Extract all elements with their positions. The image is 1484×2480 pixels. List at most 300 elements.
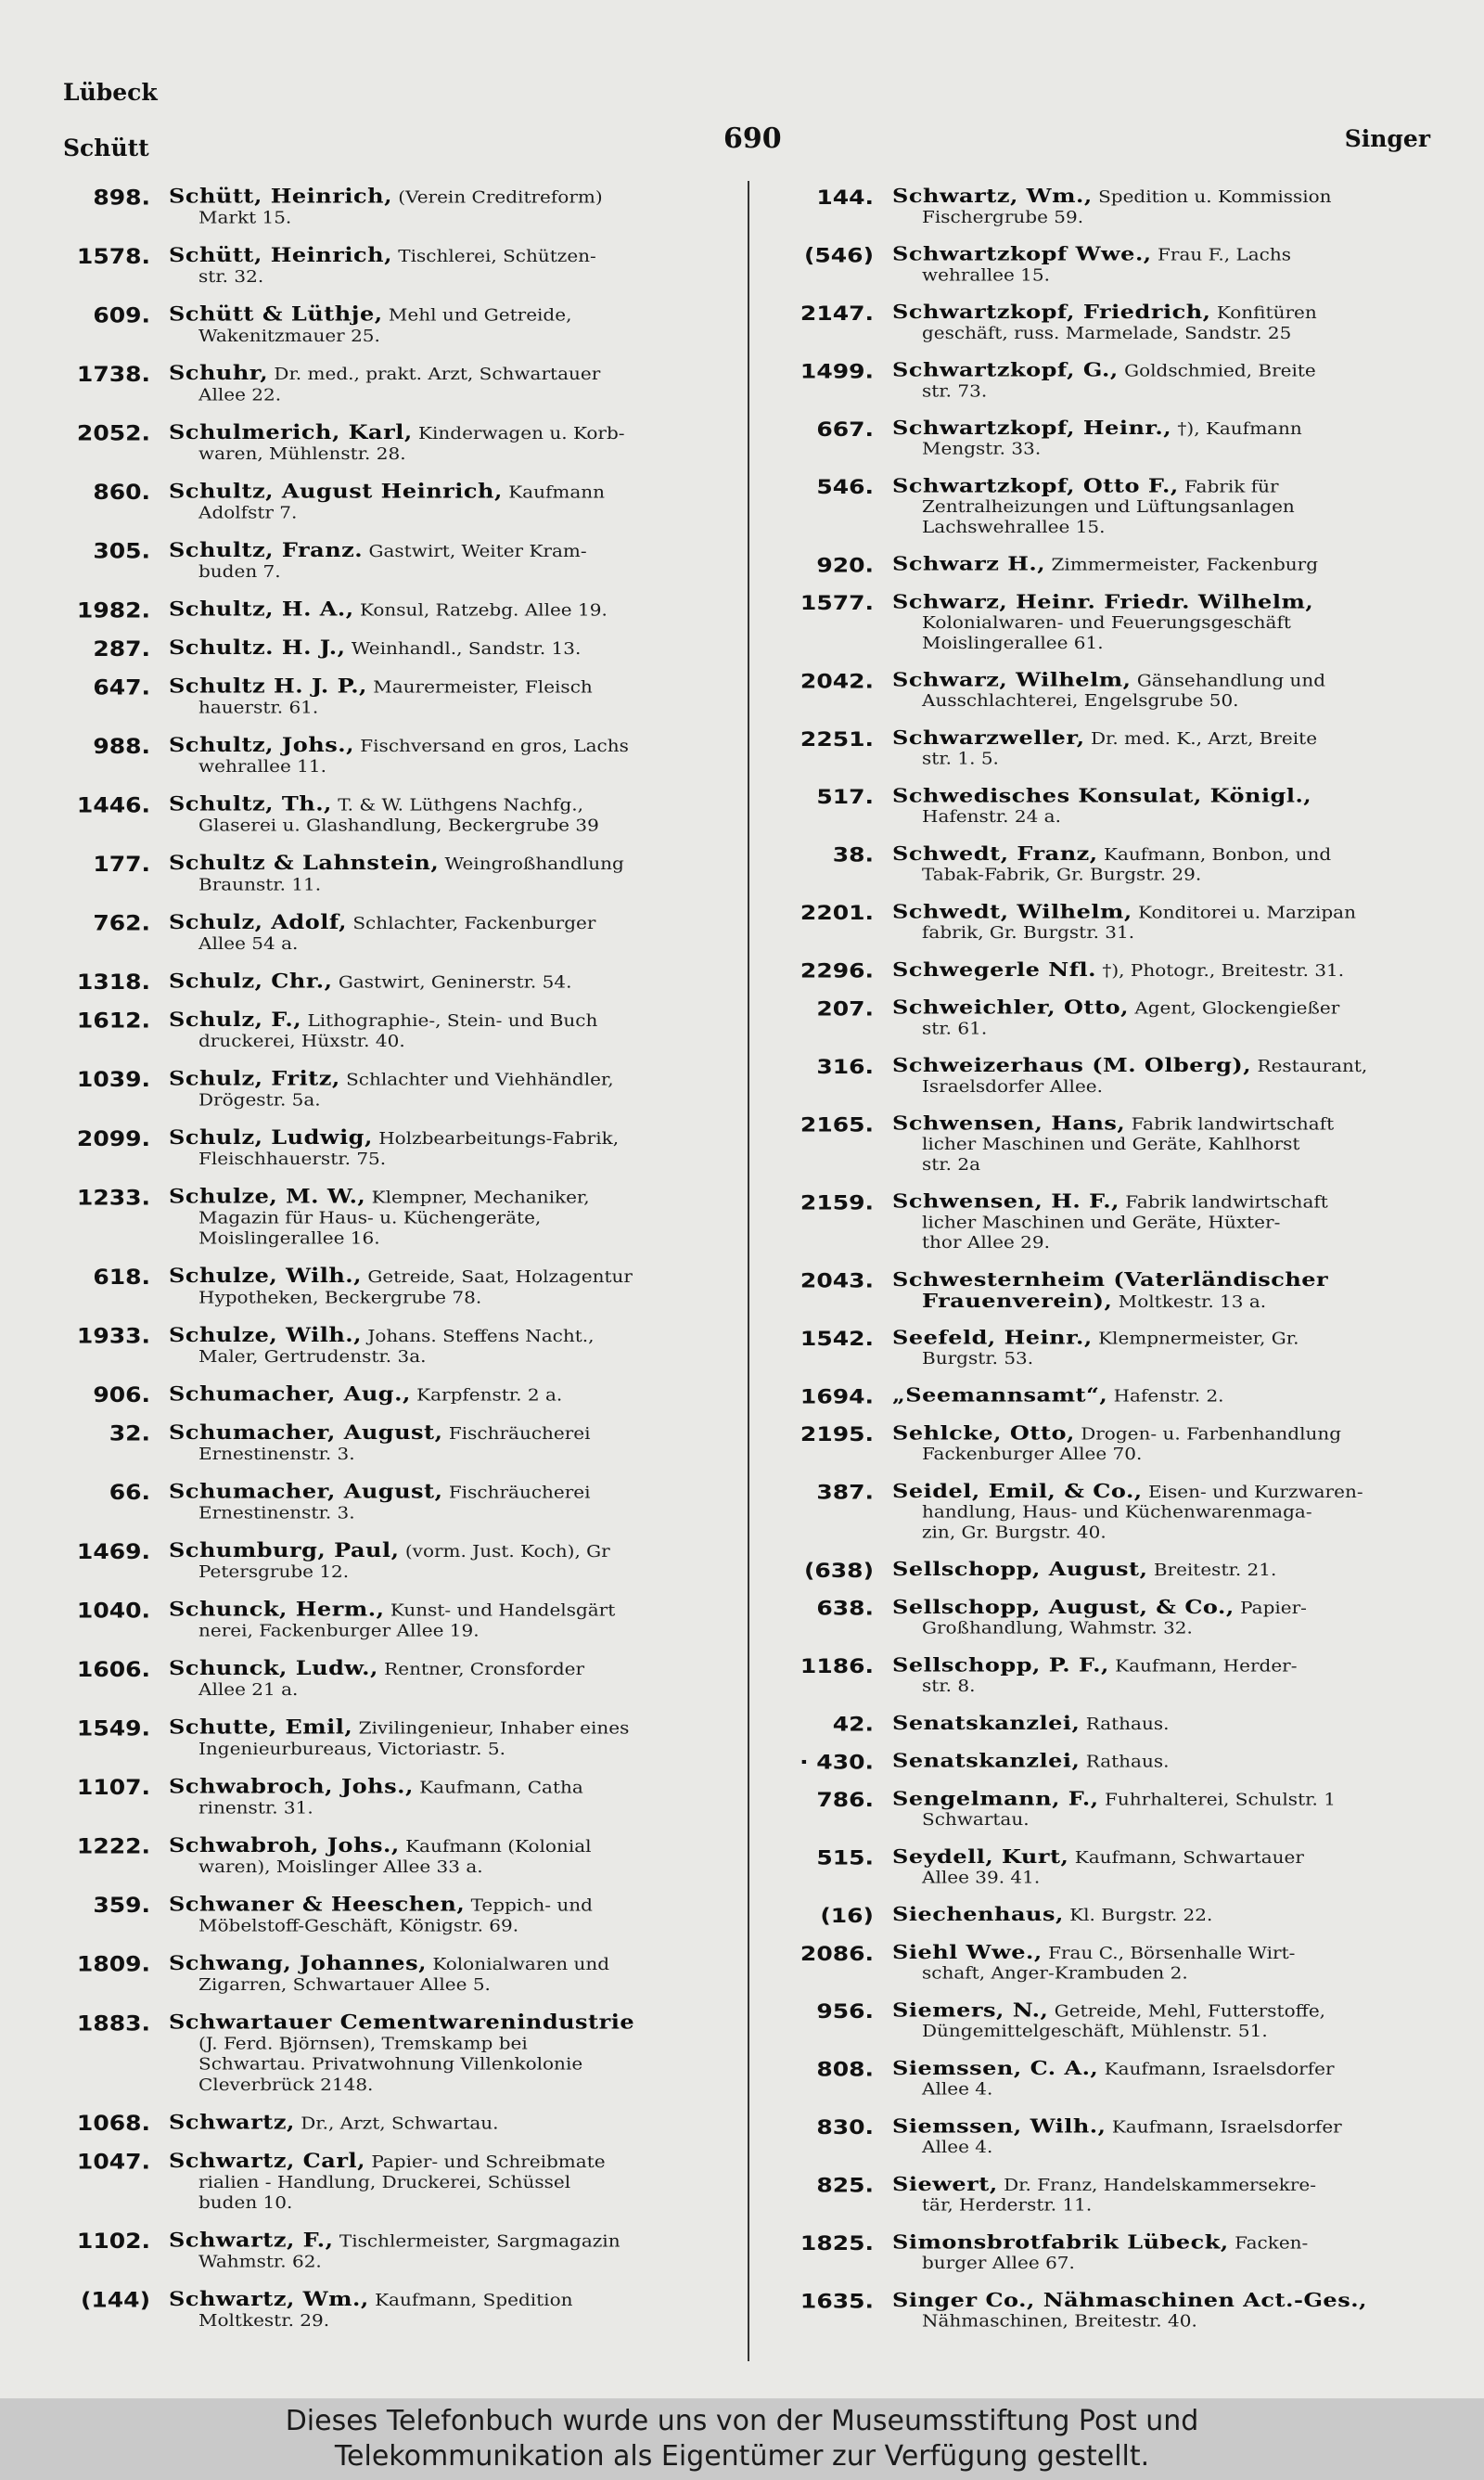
entry-name: Seydell, Kurt,: [892, 1845, 1069, 1868]
phone-number: 2165.: [800, 1112, 874, 1137]
entry-details: Gastwirt, Weiter Kram-: [368, 541, 587, 561]
entry-details: Rentner, Cronsforder: [384, 1659, 585, 1679]
entry-name: Siewert,: [892, 2173, 998, 2196]
footer-notice: [0, 2398, 1484, 2480]
entry-address: Hafenstr. 24 a.: [922, 806, 1061, 827]
entry-address: thor Allee 29.: [922, 1232, 1050, 1253]
entry-name: Schunck, Ludw.,: [169, 1657, 378, 1680]
phone-number: 808.: [816, 2057, 874, 2081]
entry-details: Papier-: [1240, 1598, 1307, 1618]
entry-address: str. 2a: [922, 1154, 981, 1175]
entry-name: Schulz, F.,: [169, 1009, 302, 1032]
entry-details: Kaufmann, Spedition: [375, 2290, 573, 2310]
entry-details: Frau F., Lachs: [1158, 245, 1291, 265]
entry-text: [892, 843, 1447, 885]
entry-address: Allee 39. 41.: [922, 1867, 1041, 1887]
entry-details: Konsul, Ratzebg. Allee 19.: [359, 599, 608, 620]
entry-text: [169, 1481, 728, 1523]
entry-text: [169, 1539, 728, 1582]
footer-line-1: Dieses Telefonbuch wurde uns von der Museumsstiftung Post und: [285, 2405, 1199, 2437]
entry-details: Schlachter und Viehhändler,: [346, 1069, 614, 1089]
entry-details: Kolonialwaren und: [432, 1954, 610, 1974]
entry-name: Schunck, Herm.,: [169, 1599, 385, 1621]
entry-name: Schwedisches Konsulat, Königl.,: [892, 785, 1312, 807]
phone-number: 177.: [93, 852, 150, 877]
entry-details: Kaufmann, Israelsdorfer: [1111, 2116, 1342, 2137]
entry-address: Großhandlung, Wahmstr. 32.: [922, 1618, 1193, 1638]
entry-details: Tischlermeister, Sargmagazin: [339, 2230, 620, 2251]
entry-text: [892, 1055, 1447, 1097]
entry-details: Frau C., Börsenhalle Wirt-: [1048, 1943, 1296, 1963]
phone-number: 1883.: [76, 2011, 150, 2036]
entry-details: Lithographie-, Stein- und Buch: [307, 1010, 598, 1031]
phone-number: 515.: [816, 1845, 874, 1870]
entry-text: [892, 1385, 1447, 1407]
entry-text: [169, 1383, 728, 1406]
phone-number: 609.: [93, 303, 150, 328]
entry-address: hauerstr. 61.: [198, 697, 319, 718]
page-number: 690: [723, 122, 782, 155]
entry-address: str. 73.: [922, 380, 988, 401]
entry-name: Schwarz, Wilhelm,: [892, 669, 1132, 691]
phone-number: 1933.: [76, 1324, 150, 1348]
entry-details: Rathaus.: [1085, 1714, 1170, 1734]
phone-number: 1318.: [76, 970, 150, 995]
entry-text: [892, 2290, 1447, 2332]
entry-details: Johans. Steffens Nacht.,: [367, 1326, 595, 1346]
entry-name: Simonsbrotfabrik Lübeck,: [892, 2231, 1229, 2254]
entry-address: rinenstr. 31.: [198, 1797, 313, 1818]
entry-name: Schütt, Heinrich,: [169, 244, 392, 267]
entry-address: Ernestinenstr. 3.: [198, 1502, 355, 1523]
entry-name: Schwartz,: [169, 2111, 295, 2134]
entry-name: Schwabroh, Johs.,: [169, 1834, 400, 1857]
phone-number: · 430.: [800, 1750, 874, 1774]
entry-address: geschäft, russ. Marmelade, Sandstr. 25: [922, 323, 1292, 343]
entry-name: Singer Co., Nähmaschinen Act.-Ges.,: [892, 2289, 1367, 2311]
phone-number: 1549.: [76, 1716, 150, 1741]
entry-address: Allee 4.: [922, 2137, 993, 2157]
entry-text: [892, 2174, 1447, 2216]
entry-details: Dr. Franz, Handelskammersekre-: [1004, 2175, 1316, 2195]
phone-number: 2042.: [800, 669, 874, 693]
entry-address: [892, 1291, 1447, 1312]
entry-name: Siemssen, Wilh.,: [892, 2115, 1107, 2138]
entry-details: Facken-: [1235, 2232, 1309, 2253]
entry-name: Siemssen, C. A.,: [892, 2057, 1099, 2080]
entry-text: [169, 2011, 728, 2095]
entry-text: [892, 1112, 1447, 1175]
entry-details: Gastwirt, Geninerstr. 54.: [338, 971, 572, 992]
entry-address: str. 61.: [922, 1018, 988, 1038]
entry-details: †), Photogr., Breitestr. 31.: [1102, 960, 1345, 981]
entry-details: †), Kaufmann: [1177, 418, 1302, 439]
entry-text: [892, 901, 1447, 943]
entry-text: [169, 303, 728, 346]
entry-details: Fabrik landwirtschaft: [1125, 1192, 1328, 1213]
phone-number: 42.: [832, 1712, 874, 1736]
entry-name: Schwedt, Wilhelm,: [892, 901, 1132, 923]
entry-name: Schwaner & Heeschen,: [169, 1893, 466, 1916]
entry-name: Schultz, Franz.: [169, 539, 364, 562]
entry-details: Agent, Glockengießer: [1134, 998, 1340, 1018]
entry-text: [169, 970, 728, 993]
entry-address: wehrallee 15.: [922, 264, 1050, 285]
entry-details: Schlachter, Fackenburger: [352, 913, 596, 933]
entry-text: [892, 1190, 1447, 1253]
phone-number: 1542.: [800, 1327, 874, 1351]
entry-address: burger Allee 67.: [922, 2253, 1075, 2273]
entry-name: Schwartz, Carl,: [169, 2150, 365, 2173]
entry-address: schaft, Anger-Krambuden 2.: [922, 1963, 1188, 1984]
entry-name: Sellschopp, August, & Co.,: [892, 1596, 1235, 1619]
entry-details: Kl. Burgstr. 22.: [1069, 1905, 1213, 1925]
entry-details: Holzbearbeitungs-Fabrik,: [378, 1128, 620, 1149]
entry-name: Sehlcke, Otto,: [892, 1422, 1075, 1445]
entry-address: nerei, Fackenburger Allee 19.: [198, 1620, 480, 1641]
entry-address: waren), Moislinger Allee 33 a.: [198, 1857, 483, 1877]
entry-name: Schwedt, Franz,: [892, 842, 1098, 866]
phone-number: 988.: [93, 734, 150, 759]
entry-details: Kaufmann (Kolonial: [405, 1836, 592, 1857]
phone-number: 1186.: [800, 1654, 874, 1678]
entry-address: waren, Mühlenstr. 28.: [198, 443, 406, 464]
phone-number: (546): [803, 243, 874, 267]
phone-number: 517.: [816, 785, 874, 809]
entry-text: [892, 591, 1447, 653]
entry-details: Zivilingenieur, Inhaber eines: [358, 1717, 630, 1739]
entry-name: Schwartzkopf, Otto F.,: [892, 475, 1179, 497]
entry-details: T. & W. Lüthgens Nachfg.,: [338, 794, 583, 816]
entry-details: Dr. med. K., Arzt, Breite: [1090, 728, 1318, 749]
phone-number: 2201.: [800, 901, 874, 925]
entry-name: Schulze, Wilh.,: [169, 1324, 362, 1347]
entry-address: wehrallee 11.: [198, 756, 326, 777]
entry-details: Klempnermeister, Gr.: [1098, 1328, 1299, 1348]
entry-details: Kaufmann, Catha: [419, 1777, 583, 1797]
entry-address: Magazin für Haus- u. Küchengeräte,: [198, 1207, 542, 1228]
entry-name: Schwabroch, Johs.,: [169, 1775, 414, 1798]
entry-name: Schwarz, Heinr. Friedr. Wilhelm,: [892, 591, 1314, 613]
entry-name: Schwensen, H. F.,: [892, 1190, 1119, 1213]
entry-name: Schultz, Johs.,: [169, 734, 354, 757]
phone-number: 2052.: [76, 421, 150, 445]
phone-number: (638): [803, 1558, 874, 1583]
entry-name: Schwensen, Hans,: [892, 1112, 1126, 1135]
entry-text: [892, 2115, 1447, 2157]
entry-details: Klempner, Mechaniker,: [371, 1187, 590, 1207]
entry-text: [892, 959, 1447, 981]
phone-number: 1809.: [76, 1952, 150, 1977]
entry-name: Schultz, H. A.,: [169, 598, 354, 621]
entry-text: [892, 1788, 1447, 1830]
entry-address: Zigarren, Schwartauer Allee 5.: [198, 1974, 491, 1995]
entry-text: [169, 636, 728, 659]
entry-details: Kaufmann, Bonbon, und: [1104, 844, 1332, 865]
entry-details: Karpfenstr. 2 a.: [416, 1384, 563, 1405]
entry-text: [892, 2058, 1447, 2100]
entry-address: Schwartau.: [922, 1809, 1030, 1830]
entry-text: [892, 669, 1447, 711]
phone-number: 762.: [93, 911, 150, 935]
entry-address: druckerei, Hüxstr. 40.: [198, 1031, 405, 1051]
entry-details: Kaufmann: [508, 482, 606, 502]
entry-address: Allee 4.: [922, 2079, 993, 2099]
phone-number: 32.: [109, 1421, 150, 1446]
entry-text: [892, 785, 1447, 827]
entry-address: str. 32.: [198, 266, 264, 287]
phone-number: 618.: [93, 1265, 150, 1290]
entry-text: [169, 1266, 728, 1308]
entry-text: [169, 911, 728, 954]
entry-address: Fleischhauerstr. 75.: [198, 1149, 387, 1169]
entry-name: Siehl Wwe.,: [892, 1941, 1043, 1964]
phone-number: 898.: [93, 186, 150, 210]
entry-address: Wahmstr. 62.: [198, 2251, 322, 2271]
entry-text: [169, 675, 728, 718]
entry-text: [892, 1713, 1447, 1734]
phone-number: 647.: [93, 675, 150, 700]
entry-details: Fabrik landwirtschaft: [1131, 1114, 1335, 1134]
entry-name: Schwegerle Nfl.: [892, 958, 1096, 982]
entry-text: [169, 363, 728, 405]
phone-number: 2099.: [76, 1126, 150, 1151]
entry-text: [169, 1599, 728, 1641]
entry-name: Schwartzkopf Wwe.,: [892, 243, 1152, 265]
entry-text: [169, 598, 728, 621]
phone-number: 1694.: [800, 1384, 874, 1408]
entry-details: Teppich- und: [470, 1895, 593, 1915]
entry-text: [892, 186, 1447, 227]
phone-number: 920.: [816, 553, 874, 577]
entry-text: [169, 1658, 728, 1701]
entry-name: Schulmerich, Karl,: [169, 421, 413, 444]
entry-name: Schutte, Emil,: [169, 1716, 353, 1739]
phone-number: 2251.: [800, 726, 874, 751]
entry-address: Allee 21 a.: [198, 1679, 299, 1700]
entry-name: Schütt & Lüthje,: [169, 303, 383, 326]
entry-text: [892, 1654, 1447, 1696]
entry-address: fabrik, Gr. Burgstr. 31.: [922, 922, 1135, 943]
entry-details: Breitestr. 21.: [1153, 1560, 1277, 1580]
phone-number: 387.: [816, 1480, 874, 1504]
entry-name: Schulze, Wilh.,: [169, 1265, 362, 1288]
entry-text: [169, 421, 728, 464]
phone-number: 830.: [816, 2115, 874, 2139]
phone-number: 359.: [93, 1893, 150, 1918]
entry-details: Weinhandl., Sandstr. 13.: [351, 638, 582, 659]
entry-name: „Seemannsamt“,: [892, 1384, 1108, 1407]
entry-details: Fischversand en gros, Lachs: [360, 736, 629, 756]
entry-name: Schwartz, Wm.,: [169, 2288, 369, 2311]
phone-number: 1040.: [76, 1599, 150, 1623]
phone-number: 2043.: [800, 1268, 874, 1292]
entry-text: [169, 2112, 728, 2134]
phone-number: 1738.: [76, 362, 150, 387]
phone-number: 1039.: [76, 1067, 150, 1092]
column-divider: [748, 181, 749, 2361]
entry-address: Petersgrube 12.: [198, 1561, 350, 1582]
entry-text: [169, 2150, 728, 2213]
entry-details: Zimmermeister, Fackenburg: [1051, 555, 1319, 574]
entry-text: [169, 2288, 728, 2331]
entry-address: handlung, Haus- und Küchenwarenmaga-: [922, 1502, 1312, 1522]
entry-text: [892, 1422, 1447, 1464]
entry-name: Schumacher, August,: [169, 1480, 443, 1503]
entry-details: Hafenstr. 2.: [1113, 1386, 1224, 1407]
entry-address: Glaserei u. Glashandlung, Beckergrube 39: [198, 815, 599, 836]
footer-line-2: Telekommunikation als Eigentümer zur Verfügung gestellt.: [334, 2440, 1150, 2473]
entry-address: zin, Gr. Burgstr. 40.: [922, 1522, 1107, 1542]
entry-details: Drogen- u. Farbenhandlung: [1081, 1424, 1342, 1444]
entry-text: [892, 1942, 1447, 1984]
phone-number: 316.: [816, 1054, 874, 1079]
entry-name: Schultz & Lahnstein,: [169, 852, 440, 875]
entry-address: licher Maschinen und Geräte, Kahlhorst: [922, 1134, 1300, 1154]
phone-number: 1446.: [76, 793, 150, 817]
entry-name: Schuhr,: [169, 362, 269, 385]
entry-name: Schwesternheim (Vaterländischer: [892, 1268, 1329, 1291]
entry-address: Israelsdorfer Allee.: [922, 1076, 1103, 1097]
entry-name: Schultz. H. J.,: [169, 636, 346, 660]
entry-text: [892, 1904, 1447, 1925]
header-last-entry: Singer: [1344, 125, 1430, 152]
entry-address: Maler, Gertrudenstr. 3a.: [198, 1346, 427, 1367]
entry-address: Moislingerallee 16.: [198, 1227, 380, 1249]
entry-name: Sellschopp, P. F.,: [892, 1654, 1109, 1677]
phone-number: 1107.: [76, 1775, 150, 1800]
entry-address: Mengstr. 33.: [922, 439, 1042, 459]
entry-address-rest: Moltkestr. 13 a.: [1118, 1291, 1267, 1312]
entry-details: Weingroßhandlung: [444, 854, 624, 874]
phone-number: 144.: [816, 186, 874, 210]
entry-text: [169, 1009, 728, 1051]
entry-name: Siechenhaus,: [892, 1904, 1064, 1926]
entry-address: Hypotheken, Beckergrube 78.: [198, 1287, 482, 1307]
phone-number: 1578.: [76, 244, 150, 269]
entry-text: [892, 1750, 1447, 1771]
entry-details: Getreide, Saat, Holzagentur: [367, 1266, 633, 1287]
entry-details: Restaurant,: [1257, 1056, 1368, 1076]
entry-name: Seefeld, Heinr.,: [892, 1327, 1093, 1349]
entry-text: [892, 1597, 1447, 1638]
entry-name: Schweizerhaus (M. Olberg),: [892, 1054, 1252, 1077]
entry-address: str. 1. 5.: [922, 749, 999, 769]
phone-number: 1635.: [800, 2289, 874, 2313]
phone-number: 1825.: [800, 2231, 874, 2255]
phone-number: 1102.: [76, 2229, 150, 2254]
entry-address: Ingenieurbureaus, Victoriastr. 5.: [198, 1738, 505, 1759]
header-city: Lübeck: [63, 79, 158, 106]
phone-number: 287.: [93, 636, 150, 662]
entry-details: Eisen- und Kurzwaren-: [1148, 1482, 1363, 1502]
entry-name: Schwarz H.,: [892, 553, 1046, 575]
entry-address: Möbelstoff-Geschäft, Königstr. 69.: [198, 1915, 519, 1935]
entry-name: Schütt, Heinrich,: [169, 186, 392, 208]
entry-details: Kaufmann, Israelsdorfer: [1104, 2059, 1335, 2079]
entry-name: Schwartz, F.,: [169, 2229, 334, 2252]
entry-details: Fuhrhalterei, Schulstr. 1: [1104, 1789, 1336, 1809]
entry-text: [169, 853, 728, 895]
phone-number: 1499.: [800, 359, 874, 383]
entry-address: buden 10.: [198, 2192, 293, 2213]
phone-number: 207.: [816, 996, 874, 1021]
entry-address: Markt 15.: [198, 207, 292, 228]
entry-text: [169, 1894, 728, 1936]
phone-number: 1606.: [76, 1657, 150, 1682]
entry-name: Schwang, Johannes,: [169, 1952, 427, 1975]
entry-name: Schultz, August Heinrich,: [169, 480, 503, 503]
entry-name: Schwartauer Cementwarenindustrie: [169, 2011, 635, 2034]
entry-address: Braunstr. 11.: [198, 874, 322, 894]
entry-name: Schulz, Fritz,: [169, 1067, 340, 1090]
entry-name: Schulz, Ludwig,: [169, 1126, 373, 1150]
entry-text: [892, 2231, 1447, 2273]
entry-text: [892, 1327, 1447, 1368]
entry-name: Schwarzweller,: [892, 726, 1085, 750]
entry-details: Goldschmied, Breite: [1124, 361, 1316, 380]
entry-address: Adolfstr 7.: [198, 502, 298, 522]
phone-number: 1068.: [76, 2111, 150, 2136]
phone-number: 786.: [816, 1788, 874, 1812]
entry-text: [892, 996, 1447, 1038]
phone-number: 825.: [816, 2173, 874, 2197]
phone-number: 2296.: [800, 958, 874, 983]
entry-text: [169, 1834, 728, 1877]
entry-details: Kinderwagen u. Korb-: [418, 423, 625, 443]
entry-name: Schwartz, Wm.,: [892, 186, 1093, 208]
entry-name: Schwartzkopf, Heinr.,: [892, 417, 1172, 440]
entry-text: [892, 1269, 1447, 1313]
entry-address: buden 7.: [198, 561, 281, 582]
entry-text: [169, 735, 728, 777]
entry-details: Konditorei u. Marzipan: [1138, 902, 1356, 922]
entry-address: Kolonialwaren- und Feuerungsgeschäft: [922, 612, 1291, 633]
entry-text: [892, 243, 1447, 285]
phone-number: 667.: [816, 417, 874, 441]
entry-address: Lachswehrallee 15.: [922, 517, 1106, 537]
entry-text: [169, 186, 728, 228]
entry-text: [892, 1559, 1447, 1580]
entry-details: Spedition u. Kommission: [1098, 186, 1332, 207]
entry-address: Burgstr. 53.: [922, 1348, 1034, 1368]
entry-details: (Verein Creditreform): [398, 186, 603, 207]
phone-number: 956.: [816, 1999, 874, 2024]
entry-text: [169, 1776, 728, 1818]
phone-number: 1222.: [76, 1834, 150, 1858]
entry-address: Ernestinenstr. 3.: [198, 1444, 355, 1464]
entry-text: [892, 418, 1447, 459]
entry-text: [169, 1126, 728, 1169]
entry-text: [169, 1421, 728, 1464]
phone-number: 1469.: [76, 1539, 150, 1564]
entry-details: Fabrik für: [1184, 477, 1279, 496]
entry-text: [169, 793, 728, 836]
entry-address: Moltkestr. 29.: [198, 2310, 330, 2331]
phone-number: 305.: [93, 539, 150, 564]
entry-address: tär, Herderstr. 11.: [922, 2195, 1093, 2215]
entry-text: [892, 553, 1447, 574]
entry-details: Fischräucherei: [448, 1423, 591, 1444]
phone-number: 1047.: [76, 2150, 150, 2174]
entry-text: [892, 475, 1447, 537]
entry-text: [892, 302, 1447, 343]
entry-name: Senatskanzlei,: [892, 1712, 1081, 1734]
phone-number: 1233.: [76, 1186, 150, 1210]
entry-text: [169, 2229, 728, 2272]
entry-details: Fischräucherei: [448, 1482, 591, 1502]
phone-number: 546.: [816, 475, 874, 499]
